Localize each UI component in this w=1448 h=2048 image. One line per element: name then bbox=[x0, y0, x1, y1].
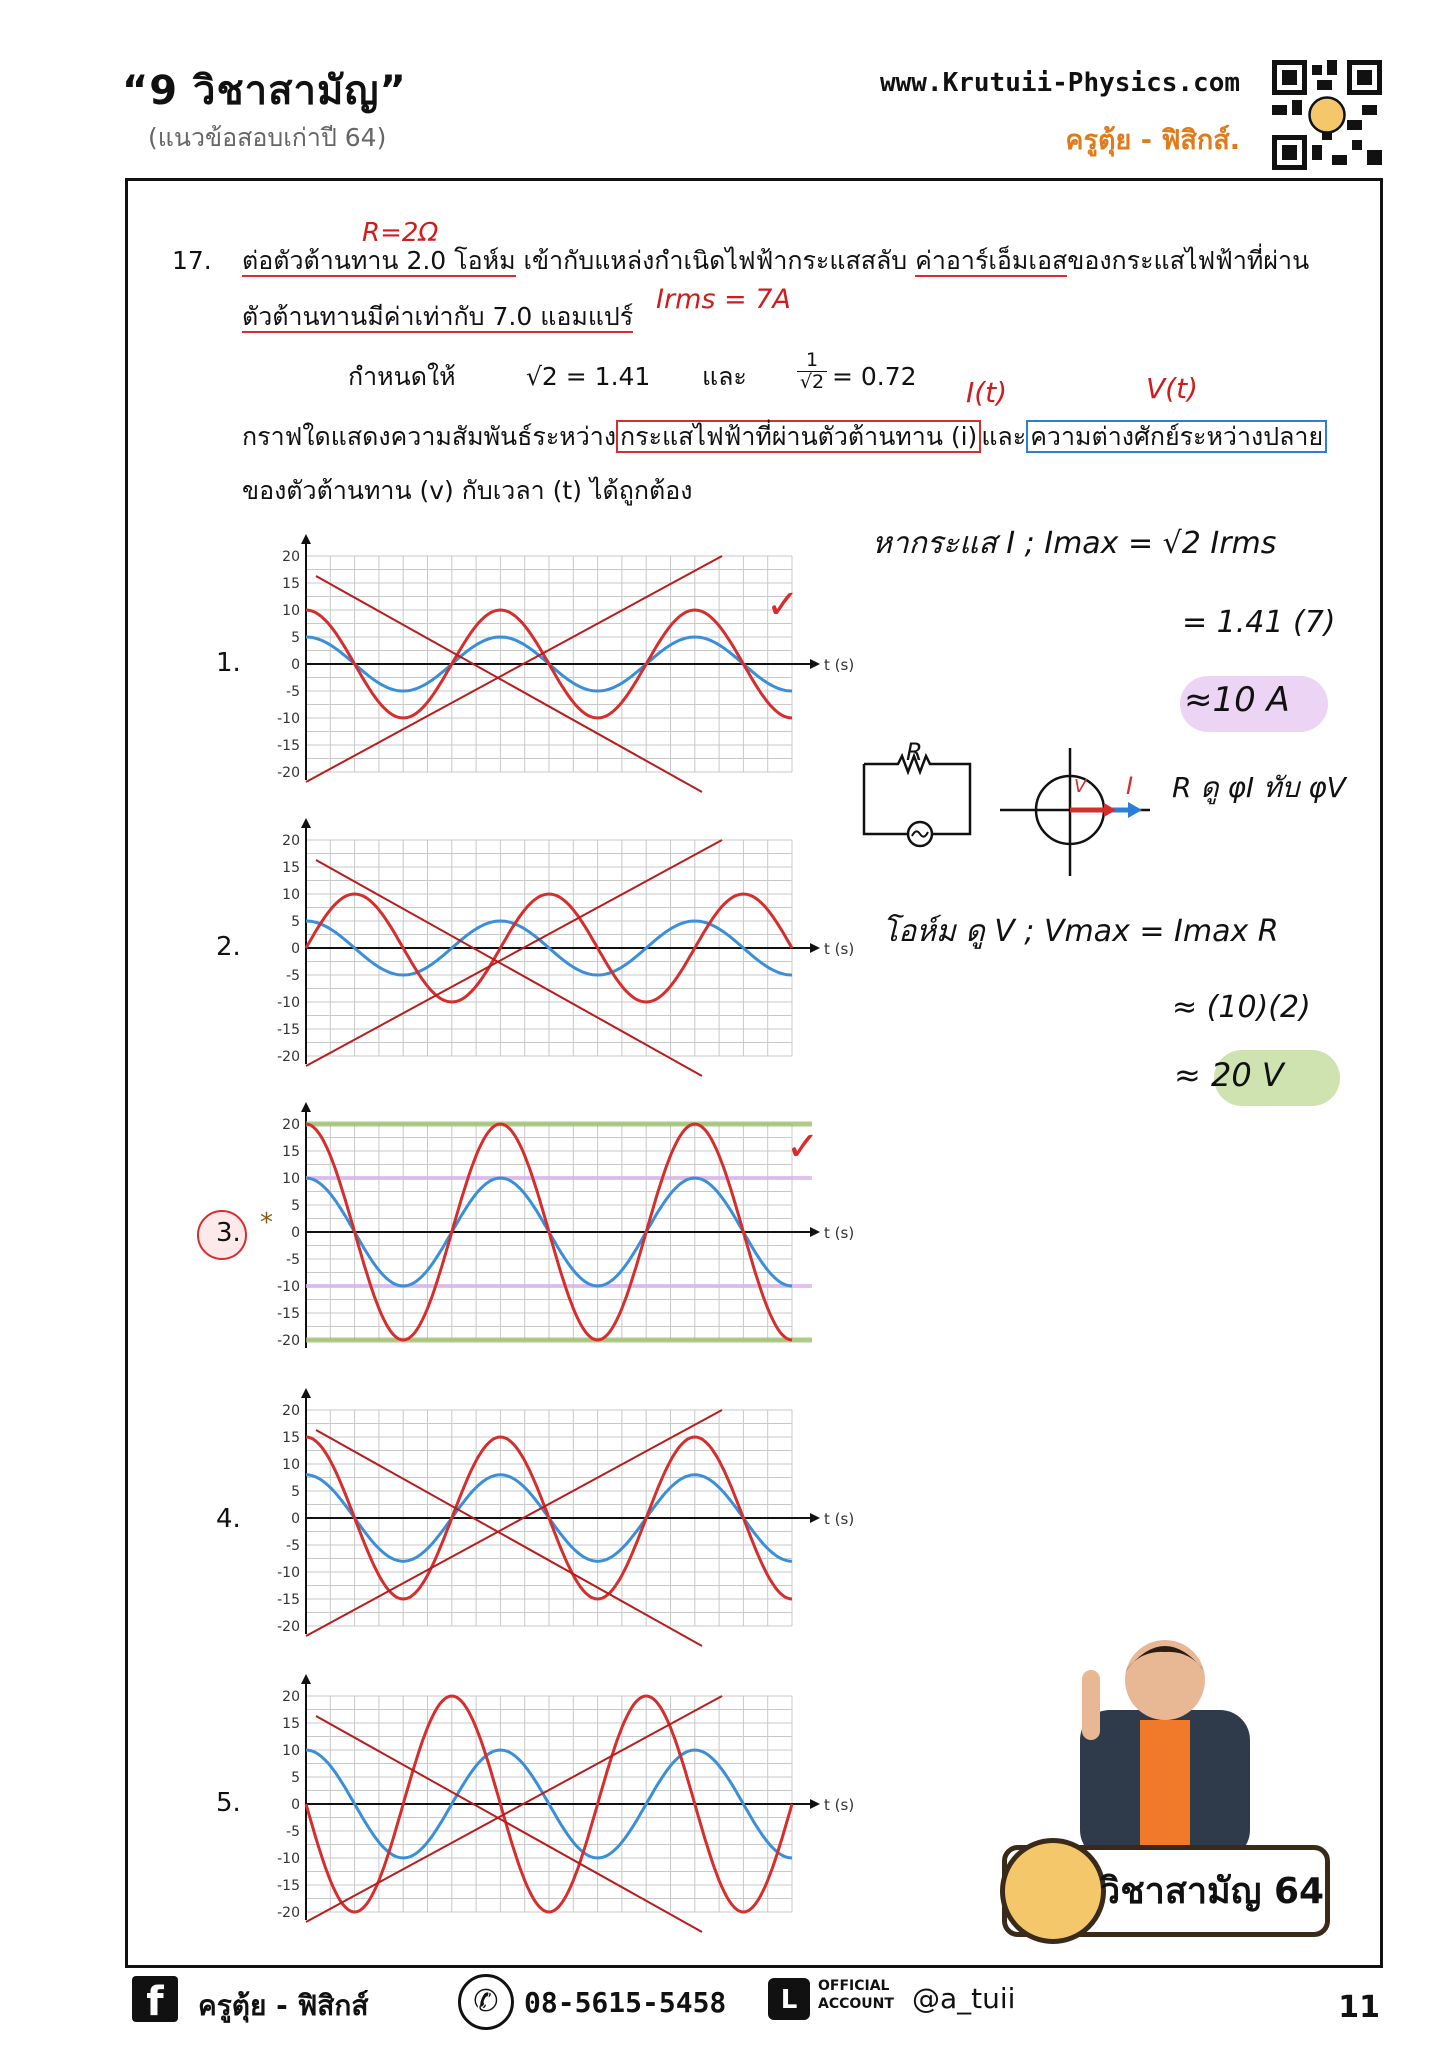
hw-cross-line bbox=[316, 860, 702, 1076]
y-tick-label: -5 bbox=[286, 1538, 300, 1554]
given-label: กำหนดให้ bbox=[348, 362, 456, 391]
given-sqrt2: √2 = 1.41 bbox=[526, 362, 651, 391]
y-tick-label: 0 bbox=[291, 657, 300, 673]
x-axis-label: t (s) bbox=[824, 1224, 855, 1242]
x-axis-label: t (s) bbox=[824, 940, 855, 958]
x-axis-label: t (s) bbox=[824, 656, 855, 674]
y-tick-label: 20 bbox=[282, 1403, 300, 1419]
source-phrase: เข้ากับแหล่งกำเนิดไฟฟ้ากระแสสลับ bbox=[515, 246, 916, 275]
phone-icon: ✆ bbox=[458, 1974, 514, 2030]
y-tick-label: 0 bbox=[291, 1225, 300, 1241]
y-tick-label: -20 bbox=[277, 1049, 300, 1065]
y-tick-label: -10 bbox=[277, 1851, 300, 1867]
page-number: 11 bbox=[1338, 1990, 1380, 2025]
y-axis-arrow bbox=[301, 818, 311, 828]
doc-title: “9 วิชาสามัญ” bbox=[122, 68, 407, 114]
y-axis-arrow bbox=[301, 1388, 311, 1398]
y-tick-label: -5 bbox=[286, 1824, 300, 1840]
y-tick-label: 0 bbox=[291, 1511, 300, 1527]
y-tick-label: -10 bbox=[277, 995, 300, 1011]
x-axis-arrow bbox=[810, 943, 820, 953]
given-fraction-value: = 0.72 bbox=[832, 362, 917, 391]
rms-phrase: ค่าอาร์เอ็มเอส bbox=[915, 246, 1068, 275]
hw-circuit-r: R bbox=[906, 738, 923, 766]
hw-r-value: R=2Ω bbox=[362, 218, 439, 248]
y-tick-label: -15 bbox=[277, 1592, 300, 1608]
teacher-photo bbox=[1040, 1610, 1290, 1860]
y-tick-label: 20 bbox=[282, 1689, 300, 1705]
y-tick-label: -5 bbox=[286, 1252, 300, 1268]
hw-note-vmax: โอห์ม ดู V ; Vmax = Imax R bbox=[882, 914, 1279, 949]
x-axis-label: t (s) bbox=[824, 1796, 855, 1814]
hw-cross-line bbox=[306, 1696, 722, 1922]
y-tick-label: 10 bbox=[282, 887, 300, 903]
footer-phone[interactable]: 08-5615-5458 bbox=[524, 1986, 727, 2019]
hw-v-t: V(t) bbox=[1146, 372, 1198, 405]
y-tick-label: -15 bbox=[277, 1878, 300, 1894]
current-highlight: กระแสไฟฟ้าที่ผ่านตัวต้านทาน (i) bbox=[616, 420, 981, 453]
option-3-number[interactable]: 3. bbox=[216, 1218, 241, 1248]
y-tick-label: 15 bbox=[282, 860, 300, 876]
fraction-denominator: √2 bbox=[799, 370, 825, 393]
y-axis-arrow bbox=[301, 534, 311, 544]
y-axis-arrow bbox=[301, 1674, 311, 1684]
hw-check-icon: ✓ bbox=[766, 582, 800, 628]
option-1-number[interactable]: 1. bbox=[216, 648, 241, 678]
y-tick-label: 20 bbox=[282, 833, 300, 849]
y-tick-label: -15 bbox=[277, 1306, 300, 1322]
y-tick-label: 5 bbox=[291, 630, 300, 646]
hw-note-phase: R ดู φI ทับ φV bbox=[1172, 771, 1346, 804]
y-tick-label: -15 bbox=[277, 738, 300, 754]
option-2-number[interactable]: 2. bbox=[216, 932, 241, 962]
question-number: 17. bbox=[172, 246, 212, 275]
star-mark-icon: * bbox=[260, 1208, 273, 1238]
y-tick-label: -10 bbox=[277, 1565, 300, 1581]
hw-i-t: I(t) bbox=[966, 376, 1008, 409]
phasor-diagram-icon bbox=[1000, 748, 1160, 878]
y-tick-label: -20 bbox=[277, 1905, 300, 1921]
facebook-icon[interactable]: f bbox=[132, 1976, 178, 2022]
y-tick-label: 10 bbox=[282, 1171, 300, 1187]
resistor-phrase: ต่อตัวต้านทาน 2.0 โอห์ม bbox=[242, 246, 516, 275]
y-tick-label: 5 bbox=[291, 914, 300, 930]
rms-value-phrase: ตัวต้านทานมีค่าเท่ากับ 7.0 แอมแปร์ bbox=[242, 302, 634, 331]
given-and: และ bbox=[702, 362, 747, 391]
hw-note-vcalc: ≈ (10)(2) bbox=[1172, 990, 1311, 1025]
line3-and: และ bbox=[981, 422, 1027, 451]
y-axis-arrow bbox=[301, 1102, 311, 1112]
y-tick-label: 0 bbox=[291, 1797, 300, 1813]
website-link[interactable]: www.Krutuii-Physics.com bbox=[879, 68, 1240, 98]
footer-facebook-name[interactable]: ครูตุ้ย - ฟิสิกส์ bbox=[198, 1989, 369, 2022]
current-phrase: ของกระแสไฟฟ้าที่ผ่าน bbox=[1067, 246, 1310, 275]
line-official-label bbox=[818, 1978, 894, 2013]
y-tick-label: -15 bbox=[277, 1022, 300, 1038]
y-tick-label: 20 bbox=[282, 549, 300, 565]
hw-check-icon: ✓ bbox=[786, 1124, 820, 1170]
y-tick-label: -20 bbox=[277, 1619, 300, 1635]
hw-note-calc: = 1.41 (7) bbox=[1182, 605, 1336, 640]
line3-start: กราฟใดแสดงความสัมพันธ์ระหว่าง bbox=[242, 422, 617, 451]
line-account-text: ACCOUNT bbox=[818, 1995, 894, 2012]
hw-cross-line bbox=[316, 1430, 702, 1646]
option-5-number[interactable]: 5. bbox=[216, 1788, 241, 1818]
x-axis-arrow bbox=[810, 659, 820, 669]
y-tick-label: -5 bbox=[286, 684, 300, 700]
x-axis-arrow bbox=[810, 1799, 820, 1809]
hw-note-20v: ≈ 20 V bbox=[1174, 1056, 1284, 1094]
hw-cross-line bbox=[306, 840, 722, 1066]
hw-phasor-i: I bbox=[1126, 772, 1134, 800]
y-tick-label: 10 bbox=[282, 603, 300, 619]
y-tick-label: 10 bbox=[282, 1457, 300, 1473]
hw-note-imax: หากระแส I ; Imax = √2 Irms bbox=[872, 526, 1277, 561]
y-tick-label: -5 bbox=[286, 968, 300, 984]
y-tick-label: -20 bbox=[277, 765, 300, 781]
x-axis-arrow bbox=[810, 1513, 820, 1523]
hw-cross-line bbox=[316, 576, 702, 792]
x-axis-arrow bbox=[810, 1227, 820, 1237]
y-tick-label: 10 bbox=[282, 1743, 300, 1759]
option-4-number[interactable]: 4. bbox=[216, 1504, 241, 1534]
line-icon: L bbox=[768, 1978, 810, 2020]
y-tick-label: 5 bbox=[291, 1770, 300, 1786]
hw-cross-line bbox=[316, 1716, 702, 1932]
doc-subtitle: (แนวข้อสอบเก่าปี 64) bbox=[148, 123, 387, 152]
y-tick-label: 15 bbox=[282, 1430, 300, 1446]
line-official-text: OFFICIAL bbox=[818, 1978, 890, 1994]
hw-phasor-v: V bbox=[1074, 776, 1087, 797]
y-tick-label: 5 bbox=[291, 1198, 300, 1214]
question-line-4: ของตัวต้านทาน (v) กับเวลา (t) ได้ถูกต้อง bbox=[242, 476, 693, 505]
y-tick-label: 15 bbox=[282, 576, 300, 592]
fraction-numerator: 1 bbox=[797, 350, 827, 372]
y-tick-label: -10 bbox=[277, 711, 300, 727]
hw-note-10a: ≈10 A bbox=[1184, 680, 1290, 720]
badge-label: วิชาสามัญ 64 bbox=[1100, 1871, 1325, 1912]
voltage-highlight: ความต่างศักย์ระหว่างปลาย bbox=[1026, 420, 1327, 453]
y-tick-label: 15 bbox=[282, 1144, 300, 1160]
footer-line-id[interactable]: @a_tuii bbox=[912, 1982, 1016, 2015]
hw-cross-line bbox=[306, 556, 722, 782]
badge-avatar bbox=[1000, 1838, 1106, 1944]
y-tick-label: 20 bbox=[282, 1117, 300, 1133]
hw-irms: Irms = 7A bbox=[656, 284, 791, 315]
x-axis-label: t (s) bbox=[824, 1510, 855, 1528]
y-tick-label: -10 bbox=[277, 1279, 300, 1295]
y-tick-label: -20 bbox=[277, 1333, 300, 1349]
y-tick-label: 5 bbox=[291, 1484, 300, 1500]
y-tick-label: 15 bbox=[282, 1716, 300, 1732]
y-tick-label: 0 bbox=[291, 941, 300, 957]
teacher-name: ครูตุ้ย - ฟิสิกส์. bbox=[1065, 125, 1240, 156]
